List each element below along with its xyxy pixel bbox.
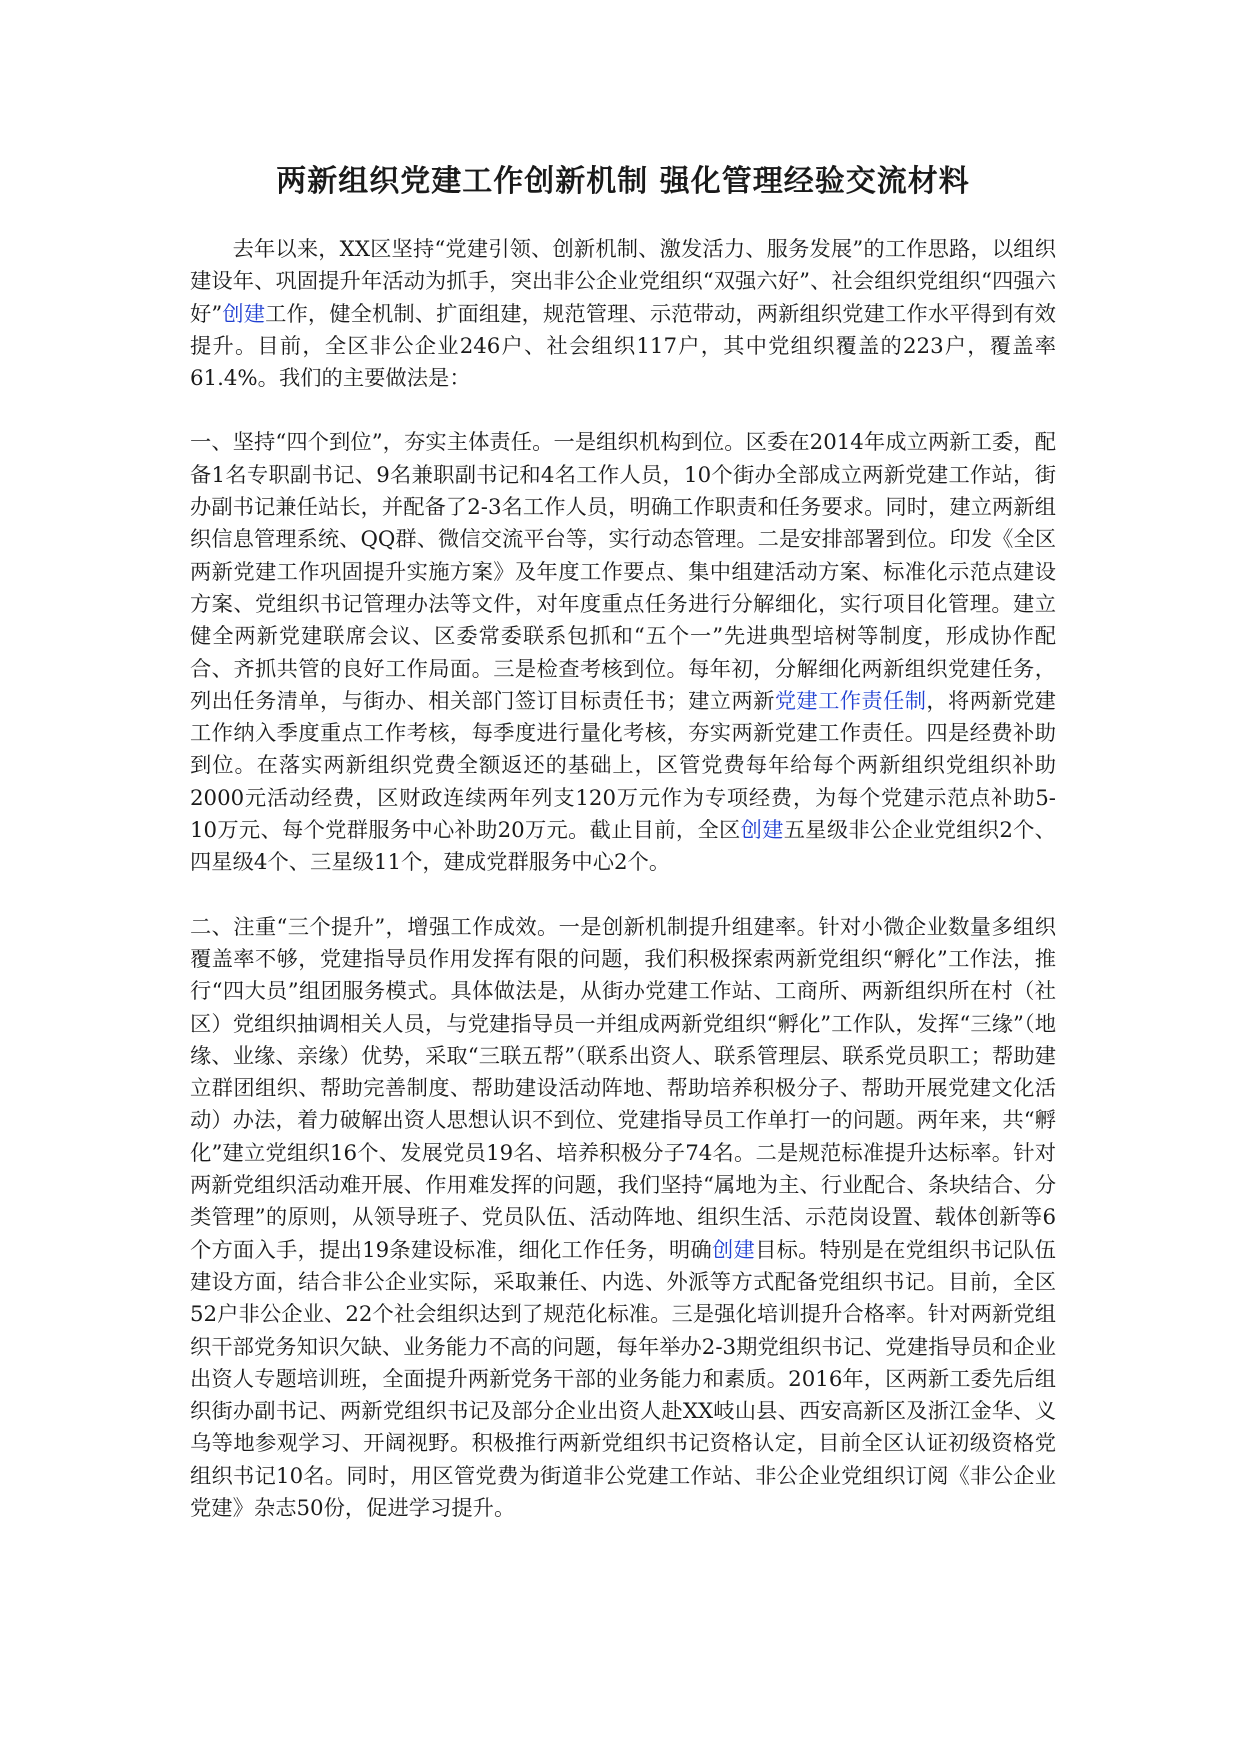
link-chuangjian-2[interactable]: 创建 (740, 818, 784, 844)
intro-text-2: 工作，健全机制、扩面组建，规范管理、示范带动，两新组织党建工作水平得到有效提升。目前，全区非公企业246户、社会组织117户，其中党组织覆盖的223户，覆盖率61.4%。我们的主要做法是： (190, 301, 1056, 392)
intro-text-1: 去年以来，XX区坚持“党建引领、创新机制、激发活力、服务发展”的工作思路，以组织建设年、巩固提升年活动为抓手，突出非公企业党组织“双强六好”、社会组织党组织“四强六好” (190, 237, 1056, 327)
document-title: 两新组织党建工作创新机制 强化管理经验交流材料 (276, 164, 970, 199)
link-chuangjian-3[interactable]: 创建 (712, 1237, 756, 1263)
section-two-paragraph (190, 912, 1056, 1526)
section-one-paragraph (190, 427, 1056, 879)
intro-paragraph (190, 234, 1056, 395)
link-chuangjian-1[interactable]: 创建 (222, 301, 266, 327)
section-two-text-1: 二、注重“三个提升”，增强工作成效。一是创新机制提升组建率。针对小微企业数量多组织覆盖率不够，党建指导员作用发挥有限的问题，我们积极探索两新党组织“孵化”工作法，推行“四大员”组团服务模式。具体做法是，从街办党建工作站、工商所、两新组织所在村（社区）党组织抽调相关人员，与党建指导员一并组成两新党组织“孵化”工作队，发挥“三缘”（地缘、业缘、亲缘）优势，采取“三联五帮”（联系出资人、联系管理层、联系党员职工；帮助建立群团组织、帮助完善制度、帮助建设活动阵地、帮助培养积极分子、帮助开展党建文化活动）办法，着力破解出资人思想认识不到位、党建指导员工作单打一的问题。两年来，共“孵化”建立党组织16个、发展党员19名、培养积极分子74名。二是规范标准提升达标率。针对两新党组织活动难开展、作用难发挥的问题，我们坚持“属地为主、行业配合、条块结合、分类管理”的原则，从领导班子、党员队伍、活动阵地、组织生活、示范岗设置、载体创新等6个方面入手，提出19条建设标准，细化工作任务，明确 (190, 914, 1056, 1263)
section-one-text-3: 五星级非公企业党组织2个、四星级4个、三星级11个，建成党群服务中心2个。 (190, 818, 1056, 876)
section-one-text-2: ，将两新党建工作纳入季度重点工作考核，每季度进行量化考核，夯实两新党建工作责任。四是经费补助到位。在落实两新组织党费全额返还的基础上，区管党费每年给每个两新组织党组织补助2000元活动经费，区财政连续两年列支120万元作为专项经费，为每个党建示范点补助5-10万元、每个党群服务中心补助20万元。截止目前，全区 (190, 688, 1056, 844)
document-page (190, 150, 1056, 1557)
section-two-text-2: 目标。特别是在党组织书记队伍建设方面，结合非公企业实际，采取兼任、内选、外派等方式配备党组织书记。目前，全区52户非公企业、22个社会组织达到了规范化标准。三是强化培训提升合格率。针对两新党组织干部党务知识欠缺、业务能力不高的问题，每年举办2-3期党组织书记、党建指导员和企业出资人专题培训班，全面提升两新党务干部的业务能力和素质。2016年，区两新工委先后组织街办副书记、两新党组织书记及部分企业出资人赴XX岐山县、西安高新区及浙江金华、义乌等地参观学习、开阔视野。积极推行两新党组织书记资格认定，目前全区认证初级资格党组织书记10名。同时，用区管党费为街道非公党建工作站、非公企业党组织订阅《非公企业党建》杂志50份，促进学习提升。 (190, 1237, 1056, 1521)
section-one-text-1: 一、坚持“四个到位”，夯实主体责任。一是组织机构到位。区委在2014年成立两新工委，配备1名专职副书记、9名兼职副书记和4名工作人员，10个街办全部成立两新党建工作站，街办副书记兼任站长，并配备了2-3名工作人员，明确工作职责和任务要求。同时，建立两新组织信息管理系统、QQ群、微信交流平台等，实行动态管理。二是安排部署到位。印发《全区两新党建工作巩固提升实施方案》及年度工作要点、集中组建活动方案、标准化示范点建设方案、党组织书记管理办法等文件，对年度重点任务进行分解细化，实行项目化管理。建立健全两新党建联席会议、区委常委联系包抓和“五个一”先进典型培树等制度，形成协作配合、齐抓共管的良好工作局面。三是检查考核到位。每年初，分解细化两新组织党建任务，列出任务清单，与街办、相关部门签订目标责任书；建立两新 (190, 430, 1056, 714)
link-dangjian-zerenzhi[interactable]: 党建工作责任制 (774, 688, 927, 714)
